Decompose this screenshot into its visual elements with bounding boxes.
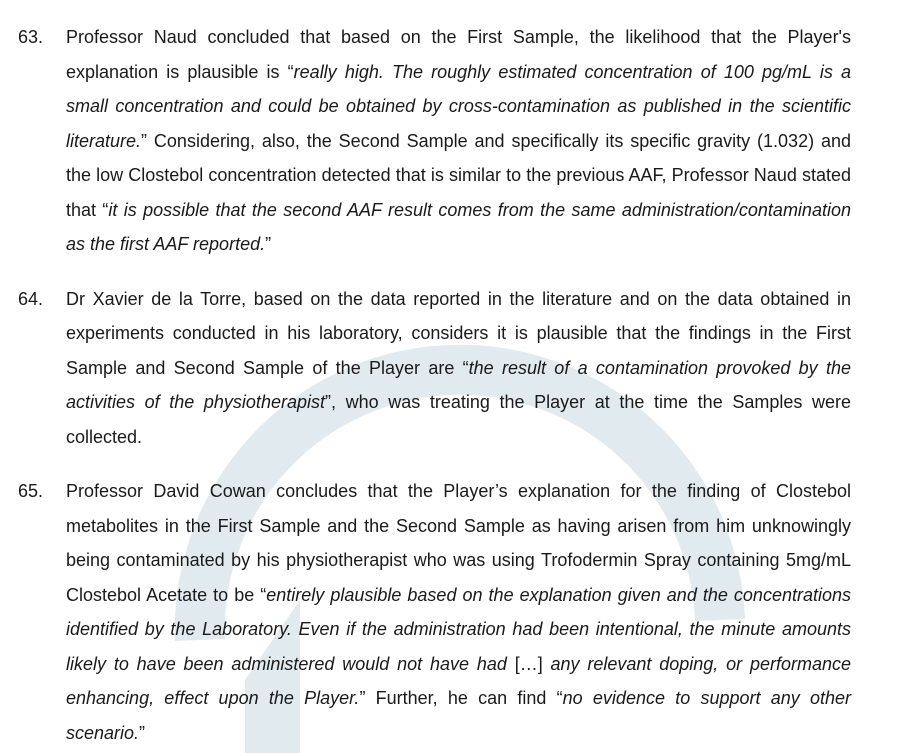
body-text: Dr Xavier de la Torre, based on the data reported in the literature and on the data obtained in experiments conducted in his laboratory, considers it is plausible that the findings in the First Sample and Second Sample of the Player are “ bbox=[66, 288, 851, 378]
body-text: Professor Naud concluded that based on the First Sample, the likelihood that the Player's explanation is plausible is “ bbox=[66, 27, 851, 82]
quoted-text: the result of a contamination provoked by the activities of the physiotherapist bbox=[66, 357, 852, 412]
quoted-text: entirely plausible based on the explanation given and the concentrations identified by the Laboratory. Even if the administration had been intentional, the minute amounts likely to have been administered would not have had bbox=[66, 584, 851, 674]
body-text: ” bbox=[139, 722, 146, 743]
body-text: […] bbox=[514, 653, 543, 674]
body-text: ”, who was treating the Player at the time the Samples were collected. bbox=[66, 392, 851, 447]
paragraph-number: 63. bbox=[18, 27, 44, 47]
paragraph-64 bbox=[0, 282, 900, 455]
paragraph-text bbox=[66, 474, 851, 750]
quoted-text: really high. The roughly estimated concentration of 100 pg/mL is a small concentration and could be obtained by cross-contamination as published in the scientific literature. bbox=[66, 61, 851, 151]
quoted-text: it is possible that the second AAF result comes from the same administration/contamination as the first AAF reported. bbox=[66, 199, 851, 254]
body-text: ” bbox=[265, 234, 272, 254]
paragraph-65 bbox=[0, 474, 900, 750]
paragraph-63 bbox=[0, 20, 900, 262]
paragraph-number: 65. bbox=[18, 481, 44, 501]
body-text: Professor David Cowan concludes that the Player’s explanation for the finding of Clostebol metabolites in the First Sample and the Second Sample as having arisen from him unknowingly being contaminated by his physiotherapist who was using Trofodermin Spray containing 5mg/mL Clostebol Acetate to be “ bbox=[66, 481, 851, 605]
paragraph-text bbox=[66, 20, 851, 262]
body-text: ” Further, he can find “ bbox=[359, 688, 563, 708]
paragraph-text bbox=[66, 282, 851, 455]
body-text: ” Considering, also, the Second Sample and specifically its specific gravity (1.032) and the low Clostebol concentration detected that is similar to the previous AAF, Professor Naud stated that “ bbox=[66, 130, 851, 220]
paragraph-number: 64. bbox=[18, 288, 44, 309]
quoted-text: no evidence to support any other scenario. bbox=[66, 688, 851, 743]
quoted-text: any relevant doping, or performance enhancing, effect upon the Player. bbox=[66, 653, 851, 708]
